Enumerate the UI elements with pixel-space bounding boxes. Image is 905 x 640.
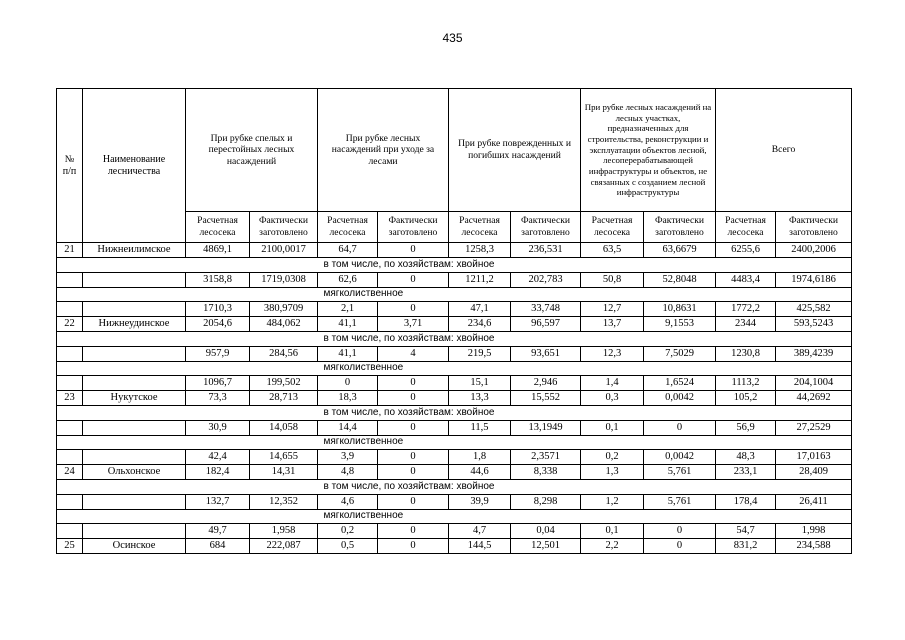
table-row	[57, 420, 852, 435]
value-cell: 1,958	[250, 524, 318, 539]
value-cell: 199,502	[250, 376, 318, 391]
subgroup-label: мягколиственное	[186, 287, 852, 302]
subgroup-row	[57, 258, 852, 273]
value-cell: 105,2	[716, 391, 776, 406]
value-cell: 12,501	[511, 539, 581, 554]
value-cell: 33,748	[511, 302, 581, 317]
value-cell: 11,5	[449, 420, 511, 435]
value-cell: 39,9	[449, 494, 511, 509]
value-cell: 0	[378, 420, 449, 435]
value-cell: 47,1	[449, 302, 511, 317]
value-cell: 7,5029	[644, 346, 716, 361]
value-cell: 4,7	[449, 524, 511, 539]
value-cell: 284,56	[250, 346, 318, 361]
value-cell: 2,946	[511, 376, 581, 391]
value-cell: 0,5	[318, 539, 378, 554]
value-cell: 12,7	[581, 302, 644, 317]
value-cell: 14,31	[250, 465, 318, 480]
value-cell: 5,761	[644, 465, 716, 480]
value-cell: 10,8631	[644, 302, 716, 317]
header-sub-actual: Фактически заготовлено	[250, 212, 318, 243]
forestry-name	[83, 420, 186, 435]
subgroup-row	[57, 480, 852, 495]
value-cell: 12,3	[581, 346, 644, 361]
value-cell: 0,0042	[644, 450, 716, 465]
value-cell: 219,5	[449, 346, 511, 361]
value-cell: 1974,6186	[776, 272, 852, 287]
value-cell: 233,1	[716, 465, 776, 480]
value-cell: 44,2692	[776, 391, 852, 406]
subgroup-blank	[57, 287, 186, 302]
value-cell: 0,0042	[644, 391, 716, 406]
row-number: 22	[57, 317, 83, 332]
value-cell: 63,6679	[644, 243, 716, 258]
subgroup-label: в том числе, по хозяйствам: хвойное	[186, 406, 852, 421]
value-cell: 2,1	[318, 302, 378, 317]
value-cell: 1,998	[776, 524, 852, 539]
value-cell: 14,058	[250, 420, 318, 435]
value-cell: 15,552	[511, 391, 581, 406]
subgroup-blank	[57, 480, 186, 495]
value-cell: 0,1	[581, 524, 644, 539]
table-row	[57, 524, 852, 539]
value-cell: 425,582	[776, 302, 852, 317]
value-cell: 0	[378, 302, 449, 317]
header-sub-estimated: Расчетная лесосека	[186, 212, 250, 243]
value-cell: 1113,2	[716, 376, 776, 391]
header-sub-actual: Фактически заготовлено	[644, 212, 716, 243]
value-cell: 9,1553	[644, 317, 716, 332]
value-cell: 234,588	[776, 539, 852, 554]
value-cell: 1,3	[581, 465, 644, 480]
header-group-total: Всего	[716, 89, 852, 212]
forestry-name	[83, 376, 186, 391]
subgroup-blank	[57, 361, 186, 376]
value-cell: 4	[378, 346, 449, 361]
value-cell: 13,1949	[511, 420, 581, 435]
value-cell: 41,1	[318, 317, 378, 332]
value-cell: 1772,2	[716, 302, 776, 317]
value-cell: 13,7	[581, 317, 644, 332]
value-cell: 8,298	[511, 494, 581, 509]
value-cell: 44,6	[449, 465, 511, 480]
value-cell: 144,5	[449, 539, 511, 554]
value-cell: 28,409	[776, 465, 852, 480]
row-number	[57, 272, 83, 287]
row-number	[57, 302, 83, 317]
value-cell: 18,3	[318, 391, 378, 406]
value-cell: 0,1	[581, 420, 644, 435]
forestry-name	[83, 494, 186, 509]
value-cell: 0	[318, 376, 378, 391]
value-cell: 14,655	[250, 450, 318, 465]
header-group-mature: При рубке спелых и перестойных лесных насаждений	[186, 89, 318, 212]
value-cell: 182,4	[186, 465, 250, 480]
table-row	[57, 302, 852, 317]
value-cell: 1,4	[581, 376, 644, 391]
row-number	[57, 346, 83, 361]
subgroup-label: мягколиственное	[186, 435, 852, 450]
table-header	[57, 89, 852, 243]
header-num: № п/п	[57, 89, 83, 243]
value-cell: 0	[644, 420, 716, 435]
value-cell: 234,6	[449, 317, 511, 332]
value-cell: 8,338	[511, 465, 581, 480]
row-number: 21	[57, 243, 83, 258]
value-cell: 93,651	[511, 346, 581, 361]
value-cell: 2100,0017	[250, 243, 318, 258]
value-cell: 389,4239	[776, 346, 852, 361]
value-cell: 62,6	[318, 272, 378, 287]
subgroup-label: в том числе, по хозяйствам: хвойное	[186, 258, 852, 273]
value-cell: 6255,6	[716, 243, 776, 258]
value-cell: 0,2	[581, 450, 644, 465]
forest-harvest-table	[56, 88, 852, 554]
value-cell: 236,531	[511, 243, 581, 258]
value-cell: 204,1004	[776, 376, 852, 391]
value-cell: 1,2	[581, 494, 644, 509]
value-cell: 3,71	[378, 317, 449, 332]
value-cell: 64,7	[318, 243, 378, 258]
subgroup-row	[57, 509, 852, 524]
forestry-name	[83, 272, 186, 287]
forestry-name: Нукутское	[83, 391, 186, 406]
value-cell: 96,597	[511, 317, 581, 332]
value-cell: 1258,3	[449, 243, 511, 258]
subgroup-blank	[57, 258, 186, 273]
forestry-name	[83, 524, 186, 539]
value-cell: 593,5243	[776, 317, 852, 332]
value-cell: 2400,2006	[776, 243, 852, 258]
row-number: 25	[57, 539, 83, 554]
header-group-care: При рубке лесных насаждений при уходе за лесами	[318, 89, 449, 212]
subgroup-row	[57, 406, 852, 421]
value-cell: 50,8	[581, 272, 644, 287]
table-row	[57, 346, 852, 361]
row-number: 23	[57, 391, 83, 406]
value-cell: 1230,8	[716, 346, 776, 361]
value-cell: 41,1	[318, 346, 378, 361]
value-cell: 831,2	[716, 539, 776, 554]
value-cell: 178,4	[716, 494, 776, 509]
value-cell: 0	[644, 539, 716, 554]
value-cell: 1096,7	[186, 376, 250, 391]
header-sub-actual: Фактически заготовлено	[776, 212, 852, 243]
value-cell: 0	[378, 391, 449, 406]
value-cell: 4,6	[318, 494, 378, 509]
header-group-infrastructure: При рубке лесных насаждений на лесных участках, предназначенных для строительства, реконструкции и эксплуатации объектов лесной, лесоперерабатывающей инфраструктуры и объектов, не связанных с созданием лесной инфраструктуры	[581, 89, 716, 212]
forestry-name: Нижнеудинское	[83, 317, 186, 332]
header-sub-estimated: Расчетная лесосека	[318, 212, 378, 243]
value-cell: 0	[378, 494, 449, 509]
header-sub-estimated: Расчетная лесосека	[449, 212, 511, 243]
value-cell: 1,6524	[644, 376, 716, 391]
table-row	[57, 465, 852, 480]
value-cell: 48,3	[716, 450, 776, 465]
value-cell: 3,9	[318, 450, 378, 465]
value-cell: 73,3	[186, 391, 250, 406]
value-cell: 0,04	[511, 524, 581, 539]
value-cell: 0,3	[581, 391, 644, 406]
subgroup-blank	[57, 509, 186, 524]
value-cell: 222,087	[250, 539, 318, 554]
value-cell: 957,9	[186, 346, 250, 361]
table-row	[57, 539, 852, 554]
value-cell: 49,7	[186, 524, 250, 539]
subgroup-blank	[57, 435, 186, 450]
subgroup-label: мягколиственное	[186, 509, 852, 524]
header-sub-estimated: Расчетная лесосека	[581, 212, 644, 243]
header-group-damaged: При рубке поврежденных и погибших насаждений	[449, 89, 581, 212]
value-cell: 0	[378, 376, 449, 391]
value-cell: 5,761	[644, 494, 716, 509]
value-cell: 2344	[716, 317, 776, 332]
value-cell: 14,4	[318, 420, 378, 435]
value-cell: 2,2	[581, 539, 644, 554]
value-cell: 1710,3	[186, 302, 250, 317]
value-cell: 0	[378, 524, 449, 539]
subgroup-label: мягколиственное	[186, 361, 852, 376]
value-cell: 13,3	[449, 391, 511, 406]
value-cell: 2,3571	[511, 450, 581, 465]
subgroup-row	[57, 361, 852, 376]
subgroup-row	[57, 332, 852, 347]
value-cell: 30,9	[186, 420, 250, 435]
subgroup-label: в том числе, по хозяйствам: хвойное	[186, 332, 852, 347]
row-number	[57, 420, 83, 435]
value-cell: 12,352	[250, 494, 318, 509]
forestry-name: Ольхонское	[83, 465, 186, 480]
forestry-name	[83, 302, 186, 317]
row-number	[57, 524, 83, 539]
value-cell: 15,1	[449, 376, 511, 391]
value-cell: 4,8	[318, 465, 378, 480]
value-cell: 2054,6	[186, 317, 250, 332]
forestry-name	[83, 450, 186, 465]
table-body	[57, 243, 852, 554]
subgroup-blank	[57, 332, 186, 347]
table-row	[57, 272, 852, 287]
value-cell: 27,2529	[776, 420, 852, 435]
forestry-name	[83, 346, 186, 361]
header-sub-actual: Фактически заготовлено	[378, 212, 449, 243]
header-name: Наименование лесничества	[83, 89, 186, 243]
header-sub-estimated: Расчетная лесосека	[716, 212, 776, 243]
value-cell: 63,5	[581, 243, 644, 258]
table-row	[57, 317, 852, 332]
value-cell: 484,062	[250, 317, 318, 332]
value-cell: 56,9	[716, 420, 776, 435]
row-number: 24	[57, 465, 83, 480]
value-cell: 0	[378, 539, 449, 554]
value-cell: 4483,4	[716, 272, 776, 287]
subgroup-row	[57, 287, 852, 302]
value-cell: 0	[644, 524, 716, 539]
header-sub-actual: Фактически заготовлено	[511, 212, 581, 243]
value-cell: 0	[378, 450, 449, 465]
table-row	[57, 391, 852, 406]
forestry-name: Нижнеилимское	[83, 243, 186, 258]
subgroup-blank	[57, 406, 186, 421]
value-cell: 0	[378, 243, 449, 258]
value-cell: 28,713	[250, 391, 318, 406]
table-row	[57, 243, 852, 258]
row-number	[57, 494, 83, 509]
value-cell: 1719,0308	[250, 272, 318, 287]
table-row	[57, 450, 852, 465]
value-cell: 0	[378, 465, 449, 480]
value-cell: 202,783	[511, 272, 581, 287]
value-cell: 132,7	[186, 494, 250, 509]
forestry-name: Осинское	[83, 539, 186, 554]
subgroup-label: в том числе, по хозяйствам: хвойное	[186, 480, 852, 495]
value-cell: 0,2	[318, 524, 378, 539]
row-number	[57, 450, 83, 465]
value-cell: 0	[378, 272, 449, 287]
table-row	[57, 376, 852, 391]
value-cell: 52,8048	[644, 272, 716, 287]
value-cell: 3158,8	[186, 272, 250, 287]
page-number: 435	[442, 31, 463, 45]
value-cell: 1211,2	[449, 272, 511, 287]
value-cell: 380,9709	[250, 302, 318, 317]
subgroup-row	[57, 435, 852, 450]
value-cell: 1,8	[449, 450, 511, 465]
row-number	[57, 376, 83, 391]
value-cell: 26,411	[776, 494, 852, 509]
table-row	[57, 494, 852, 509]
value-cell: 54,7	[716, 524, 776, 539]
value-cell: 4869,1	[186, 243, 250, 258]
value-cell: 42,4	[186, 450, 250, 465]
value-cell: 684	[186, 539, 250, 554]
value-cell: 17,0163	[776, 450, 852, 465]
